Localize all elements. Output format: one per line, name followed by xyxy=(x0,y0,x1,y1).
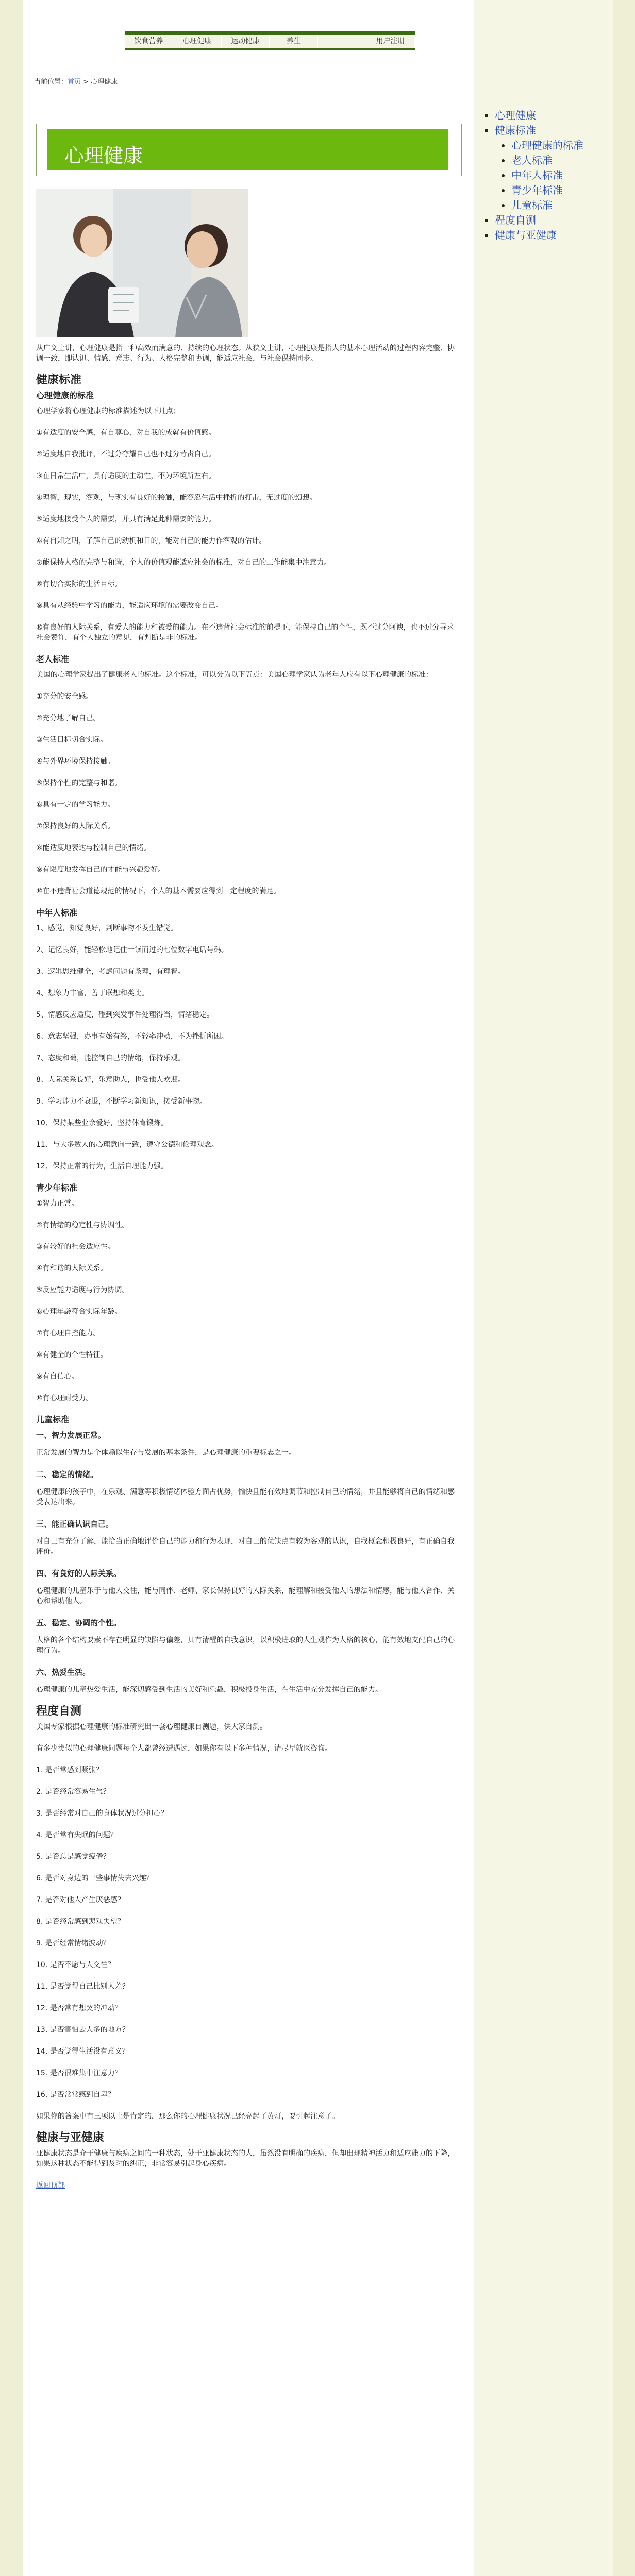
self-test-conclusion: 如果你的答案中有三项以上是肯定的，那么你的心理健康状况已经亮起了黄灯，要引起注意了。 xyxy=(36,2112,339,2121)
middle-age-item: 12、保持正常的行为，生活自理能力强。 xyxy=(36,1162,168,1171)
teen-item: ⑦有心理自控能力。 xyxy=(36,1329,101,1337)
self-test-item: 8. 是否经常感到悲观失望？ xyxy=(36,1918,125,1926)
toc-sub-elderly[interactable]: 老人标准 xyxy=(511,154,553,166)
middle-age-item: 11、与大多数人的心理意向一致，遵守公德和伦理观念。 xyxy=(36,1141,219,1149)
child-sub-text: 正常发展的智力是个体赖以生存与发展的基本条件，是心理健康的重要标志之一。 xyxy=(36,1449,296,1457)
teen-item: ⑤反应能力适度与行为协调。 xyxy=(36,1286,129,1294)
breadcrumb-sep: > xyxy=(81,78,91,86)
back-to-top-link[interactable]: 返回顶部 xyxy=(36,2181,65,2190)
nav-item-psych[interactable]: 心理健康 xyxy=(173,35,222,48)
nav-bar-top xyxy=(125,31,415,35)
toc-item-psych[interactable]: 心理健康 xyxy=(495,109,536,122)
nav-item-sport[interactable]: 运动健康 xyxy=(222,35,270,48)
psych-standard-item: ⑤适度地接受个人的需要，并具有满足此种需要的能力。 xyxy=(36,515,216,523)
teen-item: ⑩有心理耐受力。 xyxy=(36,1394,93,1402)
hero-photo xyxy=(36,189,248,337)
breadcrumb-home-link[interactable]: 首页 xyxy=(68,78,81,86)
middle-age-heading: 中年人标准 xyxy=(36,908,78,918)
self-test-item: 15. 是否很难集中注意力？ xyxy=(36,2069,122,2077)
toc-item-self-test[interactable]: 程度自测 xyxy=(495,214,536,226)
self-test-item: 4. 是否常有失眠的问题？ xyxy=(36,1831,118,1839)
child-sub-heading: 六、热爱生活。 xyxy=(36,1668,91,1677)
psych-standard-item: ⑥有自知之明，了解自己的动机和目的，能对自己的能力作客观的估计。 xyxy=(36,537,266,545)
teen-item: ③有较好的社会适应性。 xyxy=(36,1243,115,1251)
elderly-item: ⑦保持良好的人际关系。 xyxy=(36,822,115,831)
psych-standard-item: ⑩有良好的人际关系，有爱人的能力和被爱的能力。在不违背社会标准的前提下，能保持自己的个性，既不过分阿谀，也不过分寻求社会赞许，有个人独立的意见，有判断是非的标准。 xyxy=(36,623,454,642)
child-sub-heading: 二、稳定的情绪。 xyxy=(36,1470,98,1479)
breadcrumb xyxy=(34,76,118,86)
self-test-item: 14. 是否觉得生活没有意义？ xyxy=(36,2047,129,2056)
psych-standard-item: ⑦能保持人格的完整与和谐，个人的价值观能适应社会的标准，对自己的工作能集中注意力。 xyxy=(36,558,331,567)
main-column xyxy=(23,0,474,2576)
nav-item-blank[interactable] xyxy=(318,35,366,48)
psych-standard-heading: 心理健康的标准 xyxy=(36,391,94,400)
psych-standard-item: ①有适度的安全感，有自尊心，对自我的成就有价值感。 xyxy=(36,429,216,437)
middle-age-item: 7、态度和蔼，能控制自己的情绪，保持乐观。 xyxy=(36,1054,185,1062)
elderly-item: ⑤保持个性的完整与和谐。 xyxy=(36,779,122,787)
teen-item: ⑨有自信心。 xyxy=(36,1372,79,1381)
page xyxy=(23,0,613,2576)
self-test-item: 9. 是否经常情绪波动？ xyxy=(36,1939,110,1947)
page-title-box xyxy=(36,124,462,176)
toc-sub-psych-standard[interactable]: 心理健康的标准 xyxy=(511,139,583,151)
self-test-item: 6. 是否对身边的一些事情失去兴趣？ xyxy=(36,1874,154,1883)
self-test-item: 2. 是否经常容易生气？ xyxy=(36,1788,110,1796)
teen-item: ⑥心理年龄符合实际年龄。 xyxy=(36,1308,122,1316)
elderly-item: ③生活目标切合实际。 xyxy=(36,736,108,744)
nav-items xyxy=(125,35,415,48)
self-test-item: 13. 是否害怕去人多的地方？ xyxy=(36,2026,129,2034)
middle-age-item: 2、记忆良好，能轻松地记住一读而过的七位数字电话号码。 xyxy=(36,946,228,954)
sidebar xyxy=(474,0,613,2576)
middle-age-item: 10、保持某些业余爱好，坚持体育锻炼。 xyxy=(36,1119,168,1127)
self-test-item: 11. 是否觉得自己比别人差？ xyxy=(36,1982,129,1991)
toc-sub-middle-age[interactable]: 中年人标准 xyxy=(511,169,563,181)
self-test-item: 3. 是否经常对自己的身体状况过分担心？ xyxy=(36,1809,168,1818)
teen-item: ④有和谐的人际关系。 xyxy=(36,1264,108,1273)
self-test-intro: 美国专家根据心理健康的标准研究出一套心理健康自测题，供大家自测。 xyxy=(36,1723,267,1731)
elderly-item: ⑨有限度地发挥自己的才能与兴趣爱好。 xyxy=(36,866,165,874)
child-sub-heading: 一、智力发展正常。 xyxy=(36,1431,106,1440)
child-sub-text: 心理健康的儿童热爱生活，能深切感受到生活的美好和乐趣，积极投身生活，在生活中充分发挥自己的能力。 xyxy=(36,1686,382,1694)
toc-item-standard[interactable]: 健康标准 xyxy=(495,124,536,137)
elderly-item: ⑩在不违背社会道德规范的情况下，个人的基本需要应得到一定程度的满足。 xyxy=(36,887,281,895)
middle-age-item: 1、感觉，知觉良好，判断事物不发生错觉。 xyxy=(36,924,178,933)
subhealth-heading: 健康与亚健康 xyxy=(36,2131,105,2144)
health-standard-heading: 健康标准 xyxy=(36,374,82,386)
psych-standard-intro: 心理学家将心理健康的标准描述为以下几点： xyxy=(36,407,180,415)
middle-age-item: 9、学习能力不衰退，不断学习新知识，接受新事物。 xyxy=(36,1097,207,1106)
elderly-heading: 老人标准 xyxy=(36,654,70,664)
child-sub-heading: 三、能正确认识自己。 xyxy=(36,1519,114,1529)
child-sub-heading: 五、稳定、协调的个性。 xyxy=(36,1618,122,1628)
middle-age-item: 6、意志坚强，办事有始有终，不轻率冲动，不为挫折所困。 xyxy=(36,1032,228,1041)
self-test-item: 16. 是否常常感到自卑？ xyxy=(36,2091,115,2099)
self-test-item: 7. 是否对他人产生厌恶感？ xyxy=(36,1896,125,1904)
psych-standard-item: ④理智，现实，客观，与现实有良好的接触，能容忍生活中挫折的打击，无过度的幻想。 xyxy=(36,494,317,502)
subhealth-text: 亚健康状态是介于健康与疾病之间的一种状态，处于亚健康状态的人，虽然没有明确的疾病，但却出现精神活力和适应能力的下降，如果这种状态不能得到及时的纠正，非常容易引起身心疾病。 xyxy=(36,2149,455,2168)
elderly-item: ④与外界环境保持接触。 xyxy=(36,757,115,766)
self-test-note: 有多少类似的心理健康问题每个人都曾经遭遇过，如果你有以下多种情况，请尽早就医咨询。 xyxy=(36,1744,332,1753)
middle-age-item: 4、想象力丰富，善于联想和类比。 xyxy=(36,989,149,997)
breadcrumb-current: 心理健康 xyxy=(91,78,118,86)
nav-item-diet[interactable]: 饮食营养 xyxy=(125,35,173,48)
nav-item-wellness[interactable]: 养生 xyxy=(270,35,318,48)
elderly-item: ⑥具有一定的学习能力。 xyxy=(36,801,115,809)
self-test-item: 12. 是否常有想哭的冲动？ xyxy=(36,2004,122,2012)
intro-paragraph: 从广义上讲，心理健康是指一种高效而满意的、持续的心理状态。从狭义上讲，心理健康是指人的基本心理活动的过程内容完整、协调一致，即认识、情感、意志、行为、人格完整和协调，能适应社会，与社会保持同步。 xyxy=(36,344,455,363)
toc-item-subhealth[interactable]: 健康与亚健康 xyxy=(495,229,557,241)
middle-age-item: 8、人际关系良好，乐意助人，也受他人欢迎。 xyxy=(36,1076,185,1084)
self-test-heading: 程度自测 xyxy=(36,1705,82,1718)
toc-sub-teen[interactable]: 青少年标准 xyxy=(511,184,563,196)
teen-item: ②有情绪的稳定性与协调性。 xyxy=(36,1221,129,1229)
elderly-item: ②充分地了解自己。 xyxy=(36,714,101,722)
elderly-item: ⑧能适度地表达与控制自己的情绪。 xyxy=(36,844,151,852)
psych-standard-item: ③在日常生活中，具有适度的主动性，不为环境所左右。 xyxy=(36,472,216,480)
child-heading: 儿童标准 xyxy=(36,1415,70,1425)
psych-standard-item: ⑨具有从经验中学习的能力，能适应环境的需要改变自己。 xyxy=(36,602,223,610)
page-title: 心理健康 xyxy=(64,144,143,167)
teen-heading: 青少年标准 xyxy=(36,1183,78,1193)
psych-standard-item: ⑧有切合实际的生活目标。 xyxy=(36,580,122,588)
child-sub-text: 心理健康的儿童乐于与他人交往，能与同伴、老师、家长保持良好的人际关系，能理解和接受他人的想法和情感，能与他人合作、关心和帮助他人。 xyxy=(36,1587,455,1605)
elderly-item: ①充分的安全感。 xyxy=(36,692,93,701)
page-title-banner xyxy=(47,129,448,170)
child-sub-text: 心理健康的孩子中，在乐观、满意等积极情绪体验方面占优势，愉快且能有效地调节和控制自己的情绪，并且能够将自己的情绪和感受表达出来。 xyxy=(36,1488,455,1506)
breadcrumb-prefix: 当前位置： xyxy=(34,78,68,86)
sidebar-toc xyxy=(484,108,583,243)
middle-age-item: 3、逻辑思维健全，考虑问题有条理，有理智。 xyxy=(36,968,185,976)
child-sub-text: 对自己有充分了解，能恰当正确地评价自己的能力和行为表现，对自己的优缺点有较为客观的认识，自我概念积极良好，有正确自我评价。 xyxy=(36,1537,455,1556)
self-test-item: 1. 是否常感到紧张？ xyxy=(36,1766,103,1774)
article-content xyxy=(36,343,459,2202)
top-nav xyxy=(125,31,415,48)
nav-bar-bottom xyxy=(125,48,415,50)
psych-standard-item: ②适度地自我批评，不过分夸耀自己也不过分苛责自己。 xyxy=(36,450,216,459)
child-sub-heading: 四、有良好的人际关系。 xyxy=(36,1569,122,1578)
hero-illustration xyxy=(36,189,248,337)
teen-item: ⑧有健全的个性特征。 xyxy=(36,1351,108,1359)
middle-age-item: 5、情感反应适度，碰到突发事件处理得当，情绪稳定。 xyxy=(36,1011,214,1019)
elderly-intro: 美国的心理学家提出了健康老人的标准。这个标准，可以分为以下五点：美国心理学家认为老年人应有以下心理健康的标准： xyxy=(36,671,433,679)
self-test-item: 10. 是否不愿与人交往？ xyxy=(36,1961,115,1969)
toc-sub-child[interactable]: 儿童标准 xyxy=(511,199,553,211)
nav-item-register[interactable]: 用户注册 xyxy=(366,35,415,48)
teen-item: ①智力正常。 xyxy=(36,1199,79,1208)
self-test-item: 5. 是否总是感觉疲倦？ xyxy=(36,1853,110,1861)
child-sub-text: 人格的各个结构要素不存在明显的缺陷与偏差，具有清醒的自我意识，以积极进取的人生观作为人格的核心，能有效地支配自己的心理行为。 xyxy=(36,1636,455,1655)
